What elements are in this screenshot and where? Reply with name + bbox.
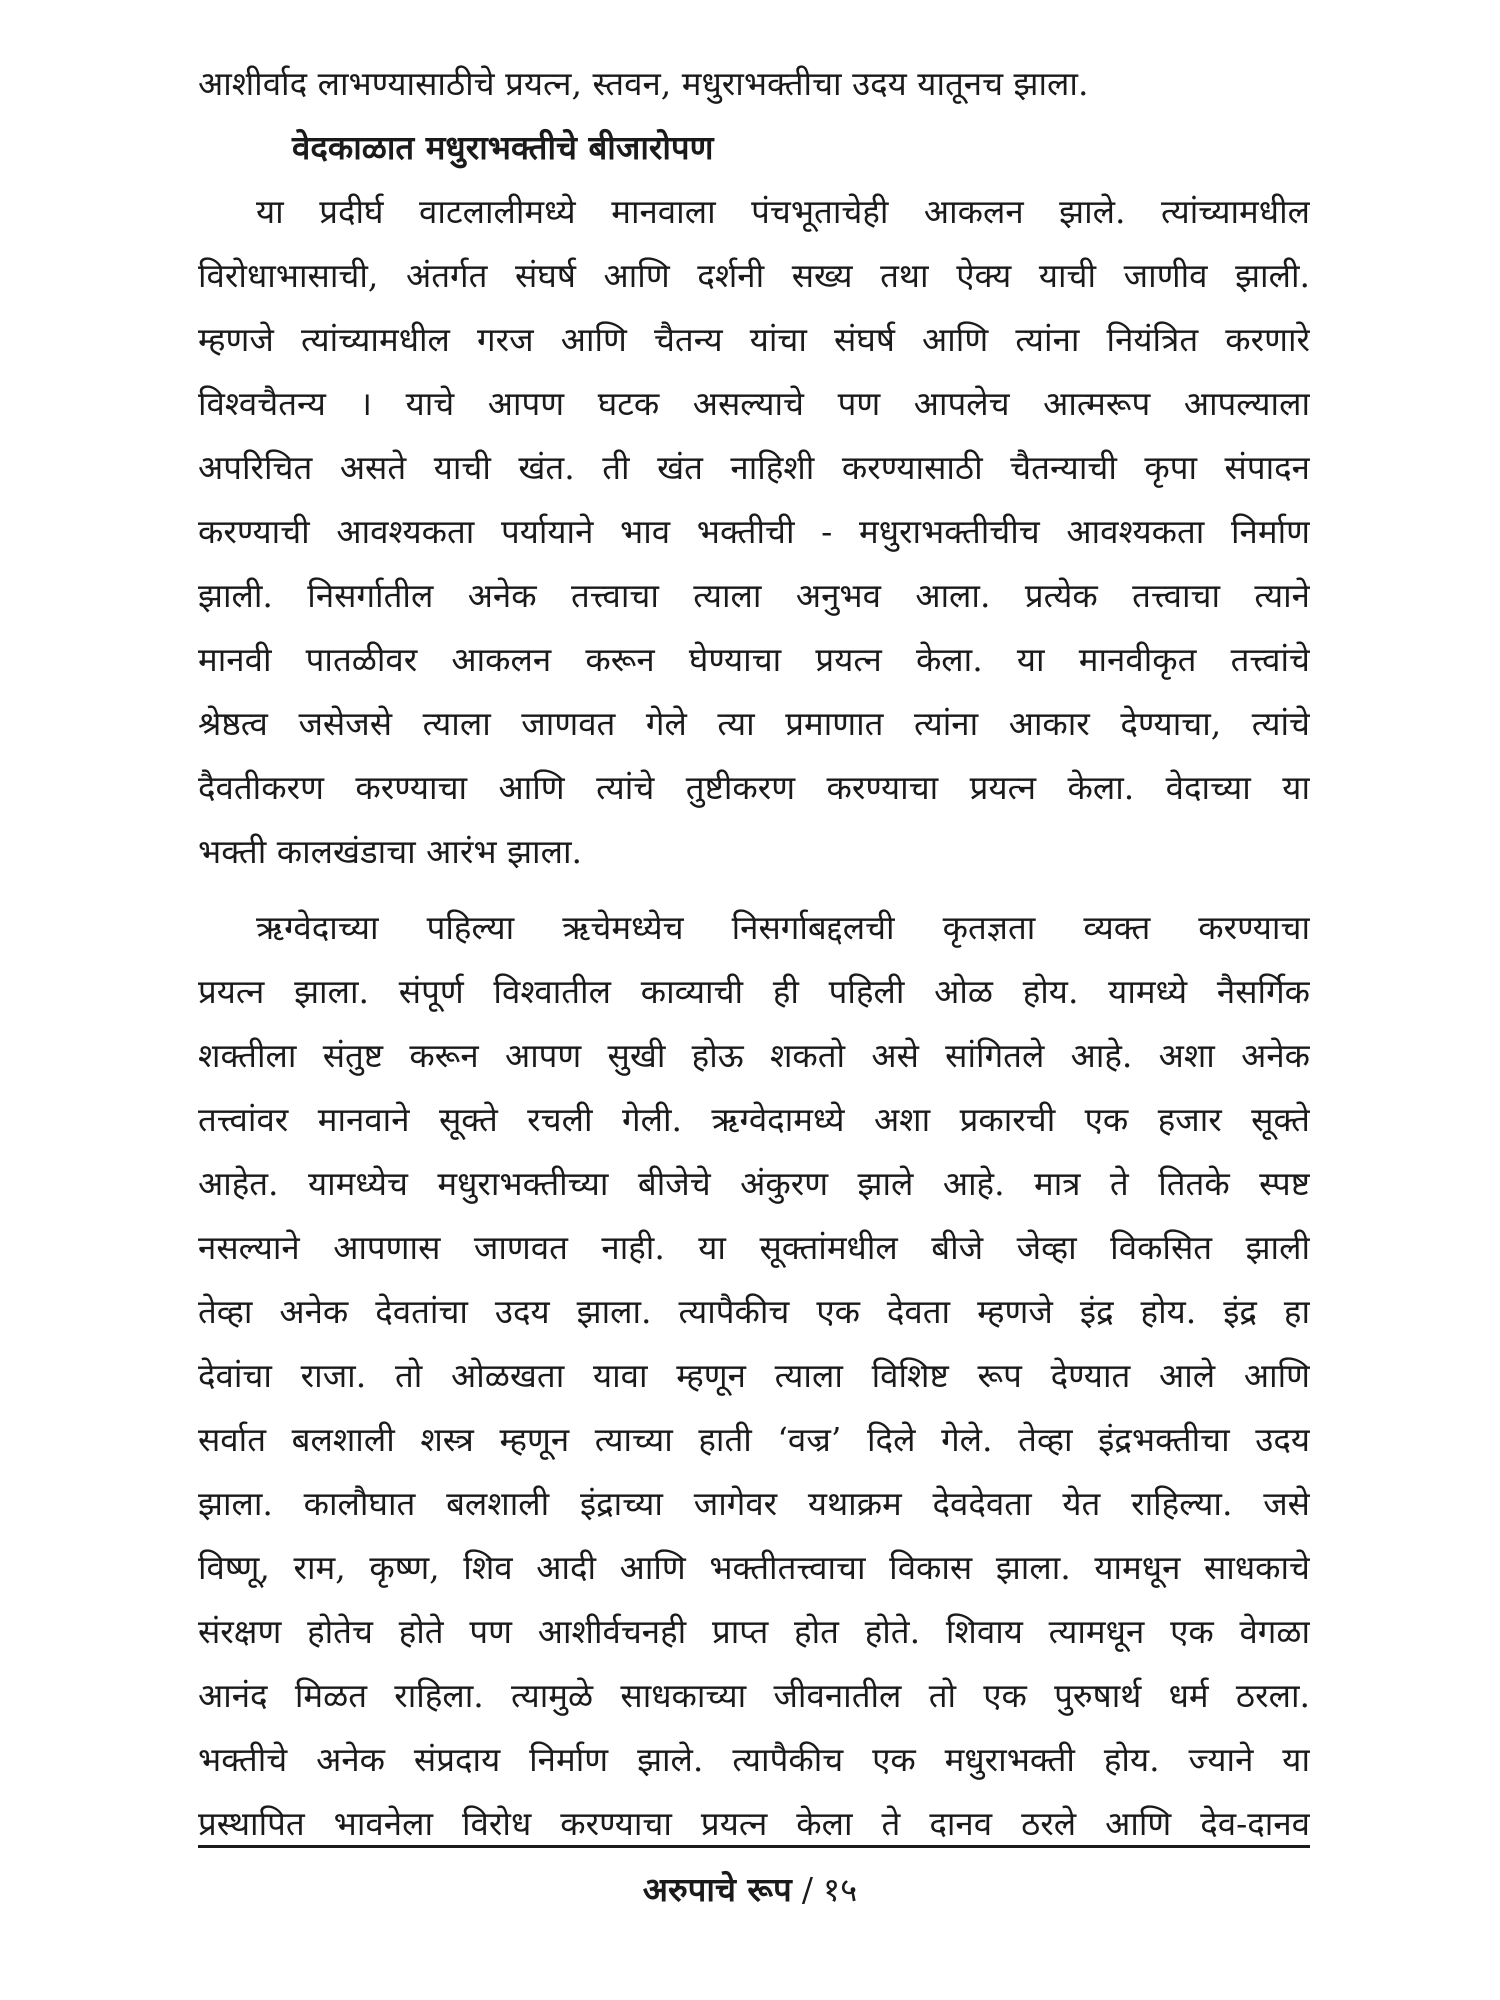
text-line: मानवी पातळीवर आकलन करून घेण्याचा प्रयत्न केला. या मानवीकृत तत्त्वांचे [198,640,1310,679]
paragraph-2 [198,896,1310,1856]
text-line: आनंद मिळत राहिला. त्यामुळे साधकाच्या जीवनातील तो एक पुरुषार्थ धर्म ठरला. [198,1676,1310,1715]
footer-divider [198,1845,1310,1848]
text-line: शक्तीला संतुष्ट करून आपण सुखी होऊ शकतो असे सांगितले आहे. अशा अनेक [198,1036,1310,1075]
paragraph-1 [198,180,1310,884]
text-line: म्हणजे त्यांच्यामधील गरज आणि चैतन्य यांचा संघर्ष आणि त्यांना नियंत्रित करणारे [198,320,1310,359]
text-line: तत्त्वांवर मानवाने सूक्ते रचली गेली. ऋग्वेदामध्ये अशा प्रकारची एक हजार सूक्ते [198,1100,1310,1139]
text-line: अपरिचित असते याची खंत. ती खंत नाहिशी करण्यासाठी चैतन्याची कृपा संपादन [198,448,1310,487]
text-line: संरक्षण होतेच होते पण आशीर्वचनही प्राप्त होत होते. शिवाय त्यामधून एक वेगळा [198,1612,1310,1651]
text-line: भक्ती कालखंडाचा आरंभ झाला. [198,832,583,871]
text-line: तेव्हा अनेक देवतांचा उदय झाला. त्यापैकीच एक देवता म्हणजे इंद्र होय. इंद्र हा [198,1292,1310,1331]
page-number: १५ [822,1870,858,1909]
section-heading: वेदकाळात मधुराभक्तीचे बीजारोपण [292,128,714,167]
text-line: प्रस्थापित भावनेला विरोध करण्याचा प्रयत्न केला ते दानव ठरले आणि देव-दानव [198,1804,1310,1843]
text-line: दैवतीकरण करण्याचा आणि त्यांचे तुष्टीकरण करण्याचा प्रयत्न केला. वेदाच्या या [198,768,1310,807]
text-line: झाली. निसर्गातील अनेक तत्त्वाचा त्याला अनुभव आला. प्रत्येक तत्त्वाचा त्याने [198,576,1310,615]
text-line: या प्रदीर्घ वाटलालीमध्ये मानवाला पंचभूताचेही आकलन झाले. त्यांच्यामधील [256,192,1310,231]
text-line: आशीर्वाद लाभण्यासाठीचे प्रयत्न, स्तवन, मधुराभक्तीचा उदय यातूनच झाला. [198,64,1089,103]
text-line: श्रेष्ठत्व जसेजसे त्याला जाणवत गेले त्या प्रमाणात त्यांना आकार देण्याचा, त्यांचे [198,704,1310,743]
book-title: अरुपाचे रूप [642,1870,792,1909]
text-line: विष्णू, राम, कृष्ण, शिव आदी आणि भक्तीतत्त्वाचा विकास झाला. यामधून साधकाचे [198,1548,1310,1587]
text-line: सर्वात बलशाली शस्त्र म्हणून त्याच्या हाती ‘वज्र’ दिले गेले. तेव्हा इंद्रभक्तीचा उदय [198,1420,1310,1459]
text-line: देवांचा राजा. तो ओळखता यावा म्हणून त्याला विशिष्ट रूप देण्यात आले आणि [198,1356,1310,1395]
page-footer [0,1868,1500,1912]
page-body [198,52,1310,1856]
text-line: ऋग्वेदाच्या पहिल्या ऋचेमध्येच निसर्गाबद्दलची कृतज्ञता व्यक्त करण्याचा [256,908,1310,947]
text-line: आहेत. यामध्येच मधुराभक्तीच्या बीजेचे अंकुरण झाले आहे. मात्र ते तितके स्पष्ट [198,1164,1310,1203]
footer-separator: / [801,1870,813,1909]
text-line: नसल्याने आपणास जाणवत नाही. या सूक्तांमधील बीजे जेव्हा विकसित झाली [198,1228,1310,1267]
text-line: भक्तीचे अनेक संप्रदाय निर्माण झाले. त्यापैकीच एक मधुराभक्ती होय. ज्याने या [198,1740,1310,1779]
text-line: झाला. कालौघात बलशाली इंद्राच्या जागेवर यथाक्रम देवदेवता येत राहिल्या. जसे [198,1484,1310,1523]
text-line: विरोधाभासाची, अंतर्गत संघर्ष आणि दर्शनी सख्य तथा ऐक्य याची जाणीव झाली. [198,256,1310,295]
paragraph-gap [198,884,1310,896]
text-line: विश्वचैतन्य । याचे आपण घटक असल्याचे पण आपलेच आत्मरूप आपल्याला [198,384,1310,423]
text-line: प्रयत्न झाला. संपूर्ण विश्वातील काव्याची ही पहिली ओळ होय. यामध्ये नैसर्गिक [198,972,1310,1011]
text-line: करण्याची आवश्यकता पर्यायाने भाव भक्तीची - मधुराभक्तीचीच आवश्यकता निर्माण [198,512,1310,551]
